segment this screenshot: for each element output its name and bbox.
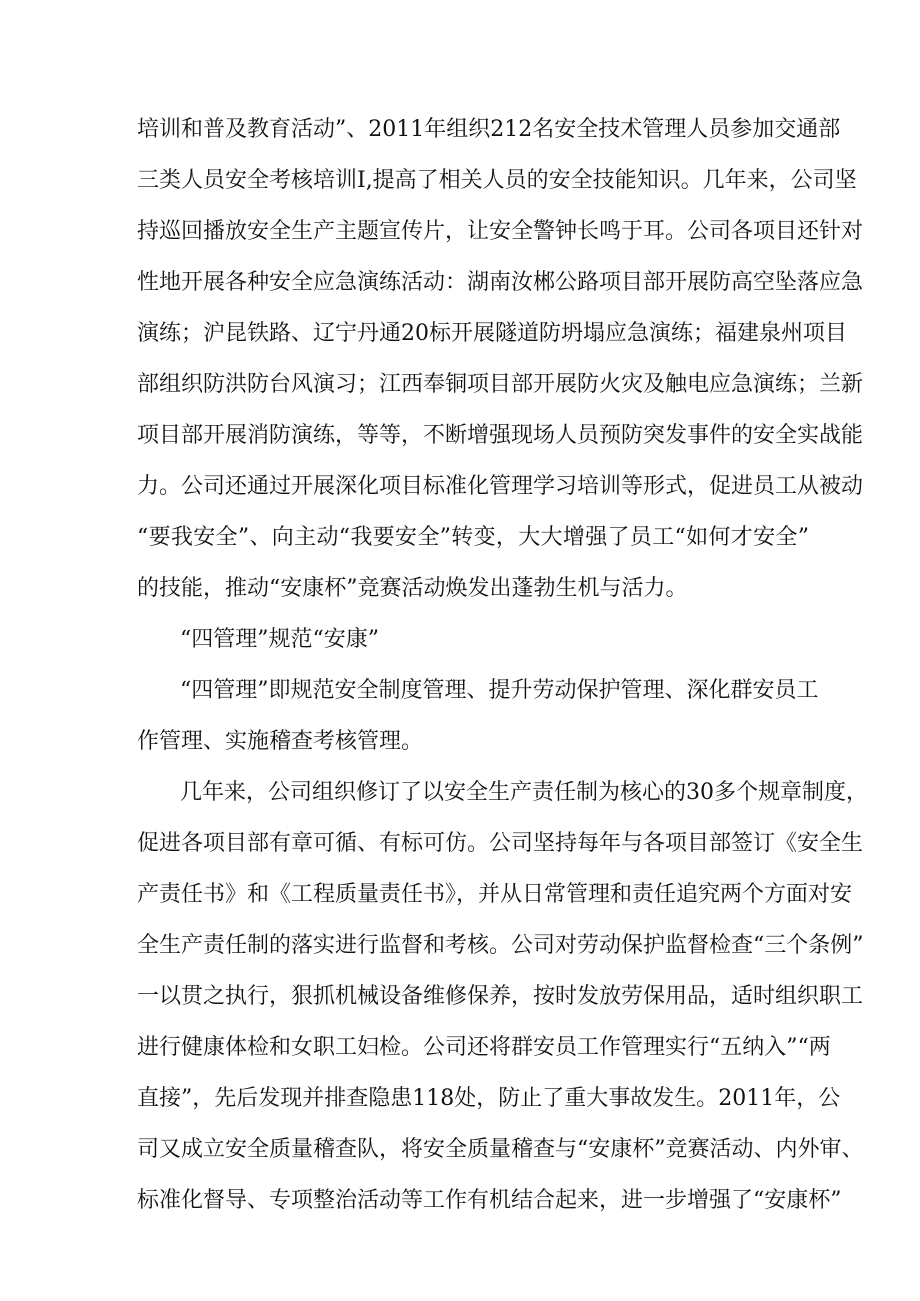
- text-line-21: 司又成立安全质量稽查队，将安全质量稽查与“安康杯”竞赛活动、内外审、: [137, 1137, 864, 1162]
- text-line-18: 一以贯之执行，狠抓机械设备维修保养，按时发放劳保用品，适时组织职工: [137, 984, 864, 1009]
- text-line-15: 促进各项目部有章可循、有标可仿。公司坚持每年与各项目部签订《安全生: [137, 831, 864, 856]
- text-line-10: 的技能，推动“安康杯”竞赛活动焕发出蓬勃生机与活力。: [137, 576, 688, 601]
- text-line-22: 标准化督导、专项整治活动等工作有机结合起来，进一步增强了“安康杯”: [137, 1188, 842, 1213]
- text-line-17: 全生产责任制的落实进行监督和考核。公司对劳动保护监督检查“三个条例”: [137, 933, 864, 958]
- text-line-5: 演练；沪昆铁路、辽宁丹通20标开展隧道防坍塌应急演练；福建泉州项目: [137, 321, 847, 346]
- text-line-2: 三类人员安全考核培训I,提高了相关人员的安全技能知识。几年来，公司坚: [137, 168, 857, 193]
- text-line-14: 几年来，公司组织修订了以安全生产责任制为核心的30多个规章制度，: [180, 780, 868, 805]
- text-line-7: 项目部开展消防演练，等等，不断增强现场人员预防突发事件的安全实战能: [137, 423, 864, 448]
- text-line-19: 进行健康体检和女职工妇检。公司还将群安员工作管理实行“五纳入”“两: [137, 1035, 831, 1060]
- section-heading: “四管理”规范“安康”: [180, 627, 379, 652]
- text-line-12: “四管理”即规范安全制度管理、提升劳动保护管理、深化群安员工: [180, 678, 819, 703]
- text-line-6: 部组织防洪防台风演习；江西奉铜项目部开展防火灾及触电应急演练；兰新: [137, 372, 864, 397]
- text-line-3: 持巡回播放安全生产主题宣传片，让安全警钟长鸣于耳。公司各项目还针对: [137, 219, 864, 244]
- text-line-9: “要我安全”、向主动“我要安全”转变，大大增强了员工“如何才安全”: [137, 525, 809, 550]
- text-line-20: 直接”，先后发现并排查隐患118处，防止了重大事故发生。2011年，公: [137, 1086, 841, 1111]
- text-line-1: 培训和普及教育活动”、2011年组织212名安全技术管理人员参加交通部: [137, 117, 841, 142]
- text-line-8: 力。公司还通过开展深化项目标准化管理学习培训等形式，促进员工从被动: [137, 474, 864, 499]
- text-line-16: 产责任书》和《工程质量责任书》，并从日常管理和责任追究两个方面对安: [137, 882, 853, 907]
- text-line-13: 作管理、实施稽查考核管理。: [137, 729, 424, 754]
- text-line-4: 性地开展各种安全应急演练活动：湖南汝郴公路项目部开展防高空坠落应急: [137, 270, 864, 295]
